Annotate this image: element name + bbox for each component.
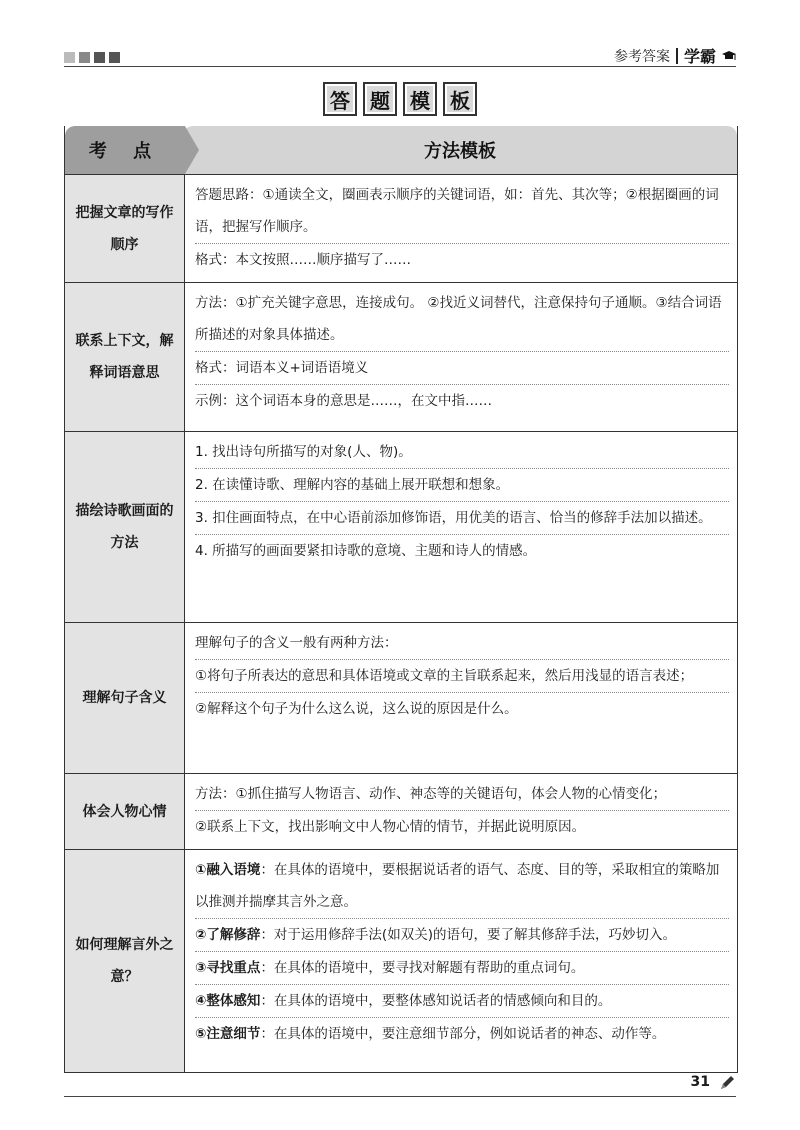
row-topic: 如何理解言外之意？ — [65, 850, 185, 1072]
brand-name: 学霸 — [683, 47, 716, 66]
table-row — [65, 174, 737, 282]
method-paragraph — [195, 854, 729, 918]
table-row — [65, 282, 737, 431]
method-text: 示例：这个词语本身的意思是……，在文中指…… — [195, 393, 492, 409]
column-header-key: 考 点 — [65, 126, 185, 174]
row-topic: 描绘诗歌画面的方法 — [65, 432, 185, 622]
decorative-squares — [64, 52, 120, 63]
header-separator — [676, 48, 678, 64]
title-char-box: 板 — [443, 82, 477, 116]
method-keyword: ⑤注意细节 — [195, 1026, 261, 1042]
method-text: ：在具体的语境中，要根据说话者的语气、态度、目的等，采取相宜的策略加以推测并揣摩其言外之意。 — [195, 862, 720, 910]
row-method — [185, 283, 737, 431]
method-keyword: ②了解修辞 — [195, 927, 261, 943]
method-text: 方法：①扩充关键字意思，连接成句。 ②找近义词替代，注意保持句子通顺。③结合词语所描述的对象具体描述。 — [195, 295, 722, 343]
method-keyword: ①融入语境 — [195, 862, 261, 878]
row-topic: 联系上下文，解释词语意思 — [65, 283, 185, 431]
method-paragraph — [195, 501, 729, 534]
method-text: ：在具体的语境中，要注意细节部分，例如说话者的神态、动作等。 — [260, 1026, 666, 1042]
row-method — [185, 774, 737, 849]
method-text: 2. 在读懂诗歌、理解内容的基础上展开联想和想象。 — [195, 477, 510, 493]
method-template-table — [64, 126, 738, 1073]
method-paragraph — [195, 179, 729, 243]
method-paragraph — [195, 627, 729, 659]
method-text: ①将句子所表达的意思和具体语境或文章的主旨联系起来，然后用浅显的语言表述； — [195, 668, 694, 684]
page-title — [0, 82, 800, 116]
header-arrow-shape — [185, 126, 199, 174]
table-row — [65, 622, 737, 773]
title-char-box: 答 — [323, 82, 357, 116]
method-paragraph — [195, 778, 729, 810]
method-text: 4. 所描写的画面要紧扣诗歌的意境、主题和诗人的情感。 — [195, 543, 537, 559]
method-paragraph — [195, 287, 729, 351]
method-paragraph — [195, 351, 729, 384]
page-number: 31 — [690, 1074, 710, 1090]
title-char-box: 题 — [363, 82, 397, 116]
method-paragraph — [195, 918, 729, 951]
method-paragraph — [195, 692, 729, 725]
method-paragraph — [195, 534, 729, 567]
method-paragraph — [195, 1017, 729, 1050]
graduation-cap-icon — [722, 49, 736, 63]
method-keyword: ③寻找重点 — [195, 960, 261, 976]
method-paragraph — [195, 243, 729, 276]
method-text: 3. 扣住画面特点，在中心语前添加修饰语，用优美的语言、恰当的修辞手法加以描述。 — [195, 510, 712, 526]
method-paragraph — [195, 951, 729, 984]
method-text: 方法：①抓住描写人物语言、动作、神态等的关键语句，体会人物的心情变化； — [195, 786, 667, 802]
row-topic: 理解句子含义 — [65, 623, 185, 773]
method-text: 答题思路：①通读全文，圈画表示顺序的关键词语，如：首先、其次等；②根据圈画的词语，把握写作顺序。 — [195, 187, 719, 235]
row-method — [185, 623, 737, 773]
row-method — [185, 850, 737, 1072]
title-char-box: 模 — [403, 82, 437, 116]
method-paragraph — [195, 659, 729, 692]
method-text: ：在具体的语境中，要寻找对解题有帮助的重点词句。 — [260, 960, 585, 976]
page-header — [64, 44, 736, 67]
page-footer — [64, 1072, 736, 1097]
method-text: ：对于运用修辞手法(如双关)的语句，要了解其修辞手法，巧妙切入。 — [260, 927, 676, 943]
pencil-icon — [718, 1074, 736, 1092]
method-text: ②联系上下文，找出影响文中人物心情的情节，并据此说明原因。 — [195, 819, 586, 835]
row-method — [185, 175, 737, 282]
method-text: 格式：词语本义+词语语境义 — [195, 360, 369, 376]
row-method — [185, 432, 737, 622]
column-header-method: 方法模板 — [183, 126, 737, 174]
method-text: 格式：本文按照……顺序描写了…… — [195, 252, 411, 268]
method-keyword: ④整体感知 — [195, 993, 261, 1009]
table-row — [65, 431, 737, 622]
method-text: 1. 找出诗句所描写的对象(人、物)。 — [195, 444, 412, 460]
header-right — [614, 44, 736, 67]
table-header — [65, 126, 737, 174]
method-paragraph — [195, 810, 729, 843]
method-paragraph — [195, 384, 729, 417]
header-label: 参考答案 — [613, 48, 670, 65]
method-paragraph — [195, 436, 729, 468]
method-text: 理解句子的含义一般有两种方法： — [195, 635, 398, 651]
method-text: ②解释这个句子为什么这么说，这么说的原因是什么。 — [195, 701, 518, 717]
table-row — [65, 849, 737, 1073]
method-paragraph — [195, 468, 729, 501]
row-topic: 体会人物心情 — [65, 774, 185, 849]
row-topic: 把握文章的写作顺序 — [65, 175, 185, 282]
table-body — [65, 174, 737, 1073]
table-row — [65, 773, 737, 849]
method-text: ：在具体的语境中，要整体感知说话者的情感倾向和目的。 — [260, 993, 612, 1009]
method-paragraph — [195, 984, 729, 1017]
